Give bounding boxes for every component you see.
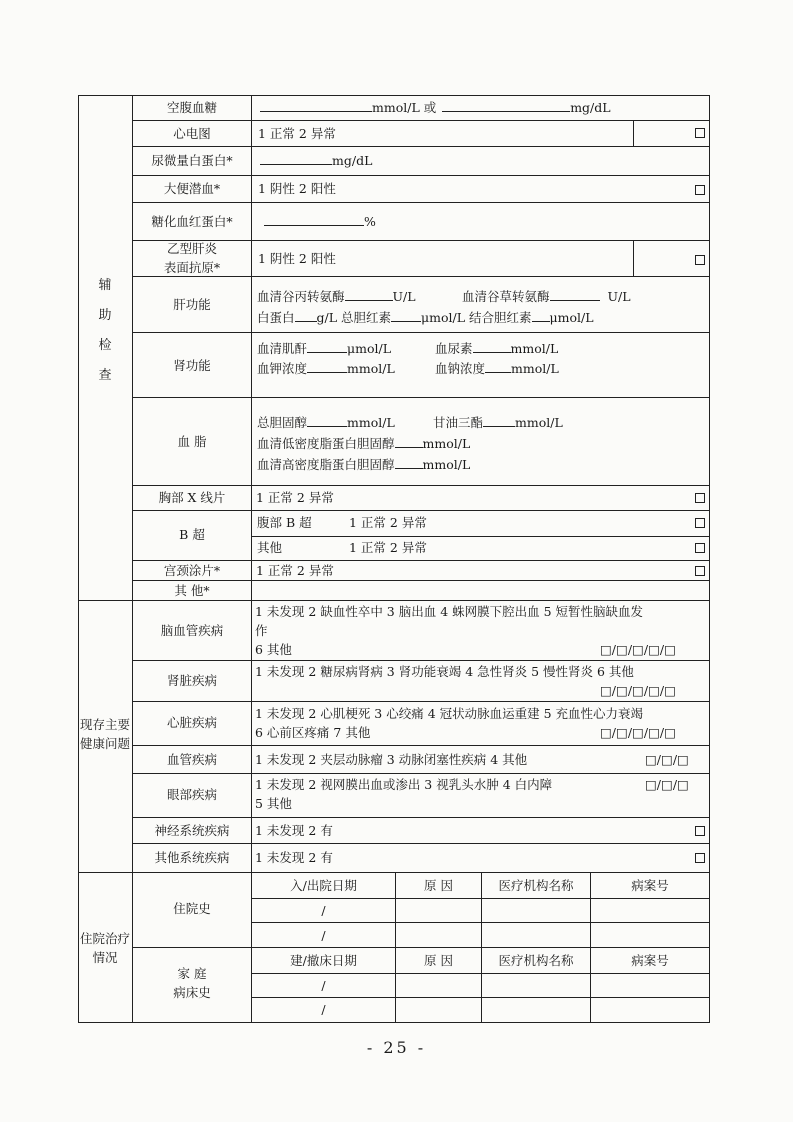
row-line [132, 843, 710, 844]
cerebro-checkboxes[interactable]: □/□/□/□/□ [600, 642, 676, 657]
header-admission-date: 入/出院日期 [290, 878, 357, 893]
section-aux-exam [95, 271, 115, 391]
label-vascular: 血管疾病 [166, 752, 217, 767]
other-ultrasound-options: 1 正常 2 异常 [349, 540, 427, 555]
vascular-line1: 1 未发现 2 夹层动脉瘤 3 动脉闭塞性疾病 4 其他 [255, 752, 528, 767]
row-line [132, 817, 710, 818]
section-char: 助 [98, 308, 112, 323]
row-line [132, 510, 710, 511]
admission-date-1[interactable]: / [321, 903, 326, 918]
unit: mmol/L [510, 341, 559, 356]
row-line [132, 660, 710, 661]
section-line [78, 600, 710, 601]
cerebro-line1: 1 未发现 2 缺血性卒中 3 脑出血 4 蛛网膜下腔出血 5 短暂性脑缺血发 [255, 604, 644, 619]
kidney-line1b[interactable] [435, 339, 558, 358]
unit: U/L [607, 289, 631, 304]
liver-line1[interactable] [257, 287, 416, 306]
label-renal: 肾脏疾病 [166, 673, 217, 688]
table-border-right [709, 95, 710, 1023]
tg-label: 甘油三酯 [433, 415, 484, 430]
lipid-line1[interactable] [257, 413, 395, 432]
unit: μmol/L [347, 341, 392, 356]
kidney-line2[interactable] [257, 359, 395, 378]
ecg-checkbox[interactable] [695, 128, 705, 138]
label-fasting-glucose: 空腹血糖 [166, 100, 217, 115]
lipid-line1b[interactable] [433, 413, 563, 432]
unit: μmol/L [421, 310, 466, 325]
liver-line2[interactable] [257, 308, 594, 327]
row-line [132, 146, 710, 147]
label-ecg: 心电图 [173, 126, 211, 141]
label-line2: 表面抗原* [163, 260, 221, 275]
cardiac-checkboxes[interactable]: □/□/□/□/□ [600, 725, 676, 740]
row-line [132, 745, 710, 746]
header-institution: 医疗机构名称 [498, 878, 574, 893]
label-line2: 病床史 [173, 985, 211, 1000]
row-line [132, 175, 710, 176]
scr-label: 血清肌酐 [257, 341, 308, 356]
alb-label: 白蛋白 [257, 310, 295, 325]
lipid-line2[interactable] [257, 434, 470, 453]
eye-line1: 1 未发现 2 视网膜出血或渗出 3 视乳头水肿 4 白内障 [255, 777, 553, 792]
ast-label: 血清谷草转氨酶 [462, 289, 550, 304]
k-label: 血钾浓度 [257, 361, 308, 376]
section-line [78, 872, 710, 873]
na-label: 血钠浓度 [435, 361, 486, 376]
hbsag-checkbox[interactable] [695, 255, 705, 265]
cardiac-line2: 6 心前区疼痛 7 其他 [255, 725, 371, 740]
label-home-bed [133, 964, 251, 1002]
alt-label: 血清谷丙转氨酶 [257, 289, 345, 304]
label-hba1c: 糖化血红蛋白* [151, 214, 233, 229]
section-line2: 健康问题 [79, 736, 130, 751]
row-line [132, 202, 710, 203]
unit-mgdl: mg/dL [570, 100, 611, 115]
abd-ultrasound-label: 腹部 B 超 [257, 515, 312, 530]
row-line [251, 536, 710, 537]
label-other: 其 他* [174, 583, 210, 598]
kidney-line1[interactable] [257, 339, 391, 358]
row-line [132, 485, 710, 486]
unit: % [364, 214, 376, 229]
section-char: 检 [98, 338, 112, 353]
eye-line2: 5 其他 [255, 796, 292, 811]
label-b-ultrasound: B 超 [179, 527, 205, 542]
unit: mmol/L [347, 361, 395, 376]
fecal-occult-blood-options: 1 阴性 2 阳性 [258, 181, 336, 196]
section-line1: 住院治疗 [79, 931, 130, 946]
label-kidney: 肾功能 [173, 358, 211, 373]
unit: g/L [316, 310, 338, 325]
hbsag-options: 1 阴性 2 阳性 [258, 251, 336, 266]
ldl-label: 血清低密度脂蛋白胆固醇 [257, 436, 395, 451]
label-line1: 家 庭 [177, 966, 207, 981]
other-system-options: 1 未发现 2 有 [255, 850, 333, 865]
table-border-top [78, 95, 710, 96]
row-line [132, 332, 710, 333]
chest-xray-options: 1 正常 2 异常 [256, 490, 334, 505]
row-line [132, 120, 710, 121]
header-bed-date: 建/撤床日期 [290, 953, 357, 968]
unit: U/L [392, 289, 416, 304]
box-col-divider [633, 120, 634, 146]
label-hbsag [133, 239, 251, 277]
unit: μmol/L [549, 310, 594, 325]
label-cervical: 宫颈涂片* [163, 563, 221, 578]
label-eye: 眼部疾病 [166, 787, 217, 802]
cerebro-line3: 6 其他 [255, 642, 292, 657]
table-border-bottom [78, 1022, 710, 1023]
other-ultrasound-checkbox[interactable] [695, 543, 705, 553]
section-char: 辅 [98, 278, 112, 293]
header-reason: 原 因 [424, 878, 453, 893]
label-liver: 肝功能 [173, 297, 211, 312]
header-record-no: 病案号 [631, 878, 669, 893]
row-line [132, 947, 710, 948]
section-line1: 现存主要 [79, 717, 130, 732]
health-exam-form [78, 95, 710, 1023]
section-divider [132, 95, 133, 1023]
header-record-no: 病案号 [631, 953, 669, 968]
dbil-label: 结合胆红素 [469, 310, 532, 325]
cardiac-line1: 1 未发现 2 心肌梗死 3 心绞痛 4 冠状动脉血运重建 5 充血性心力衰竭 [255, 706, 644, 721]
other-ultrasound-label: 其他 [257, 540, 283, 555]
renal-line1: 1 未发现 2 糖尿病肾病 3 肾功能衰竭 4 急性肾炎 5 慢性肾炎 6 其他 [255, 664, 634, 679]
unit: mg/dL [332, 153, 373, 168]
header-institution: 医疗机构名称 [498, 953, 574, 968]
section-char: 查 [98, 368, 112, 383]
unit: mmol/L [347, 415, 395, 430]
label-lipid: 血 脂 [177, 434, 207, 449]
abd-ultrasound-options: 1 正常 2 异常 [349, 515, 427, 530]
unit: mmol/L [511, 361, 559, 376]
admission-date-2[interactable]: / [321, 928, 326, 943]
neuro-checkbox[interactable] [695, 826, 705, 836]
unit: mmol/L [515, 415, 563, 430]
bed-date-2[interactable]: / [321, 1002, 326, 1017]
cervical-options: 1 正常 2 异常 [256, 563, 334, 578]
label-cerebro: 脑血管疾病 [160, 623, 224, 638]
renal-checkboxes[interactable]: □/□/□/□/□ [600, 683, 676, 698]
row-line [132, 773, 710, 774]
section-hospital [78, 929, 132, 967]
fecal-occult-blood-checkbox[interactable] [695, 185, 705, 195]
kidney-line2b[interactable] [435, 359, 559, 378]
unit: mmol/L [422, 436, 471, 451]
chest-xray-checkbox[interactable] [695, 493, 705, 503]
cerebro-line2: 作 [255, 623, 268, 638]
label-cardiac: 心脏疾病 [166, 715, 217, 730]
hdl-label: 血清高密度脂蛋白胆固醇 [257, 457, 395, 472]
eye-checkboxes[interactable]: □/□/□ [645, 777, 689, 792]
page-number: - 25 - [366, 1038, 427, 1057]
bun-label: 血尿素 [435, 341, 473, 356]
label-other-system: 其他系统疾病 [154, 850, 230, 865]
label-chest-xray: 胸部 X 线片 [158, 490, 226, 505]
tbil-label: 总胆红素 [341, 310, 392, 325]
label-fecal-occult-blood: 大便潜血* [163, 181, 221, 196]
liver-line1b[interactable] [462, 287, 631, 306]
urine-microalbumin-field[interactable] [260, 151, 372, 170]
box-col-divider [633, 240, 634, 276]
bed-date-1[interactable]: / [321, 978, 326, 993]
header-reason: 原 因 [424, 953, 453, 968]
label-admission: 住院史 [173, 901, 211, 916]
ecg-options: 1 正常 2 异常 [258, 126, 336, 141]
hba1c-field[interactable] [264, 212, 376, 231]
unit: mmol/L [422, 457, 471, 472]
tc-label: 总胆固醇 [257, 415, 308, 430]
cervical-checkbox[interactable] [695, 566, 705, 576]
row-line [132, 397, 710, 398]
row-line [132, 701, 710, 702]
label-neuro: 神经系统疾病 [154, 823, 230, 838]
table-border-left [78, 95, 79, 1023]
abd-ultrasound-checkbox[interactable] [695, 518, 705, 528]
section-line2: 情况 [92, 950, 118, 965]
section-current-problems [78, 715, 132, 753]
fasting-glucose-field[interactable] [260, 98, 611, 117]
vascular-checkboxes[interactable]: □/□/□ [645, 752, 689, 767]
other-system-checkbox[interactable] [695, 853, 705, 863]
neuro-options: 1 未发现 2 有 [255, 823, 333, 838]
lipid-line3[interactable] [257, 455, 470, 474]
unit-mmol: mmol/L 或 [372, 100, 437, 115]
label-line1: 乙型肝炎 [166, 241, 217, 256]
label-urine-microalbumin: 尿微量白蛋白* [151, 153, 233, 168]
